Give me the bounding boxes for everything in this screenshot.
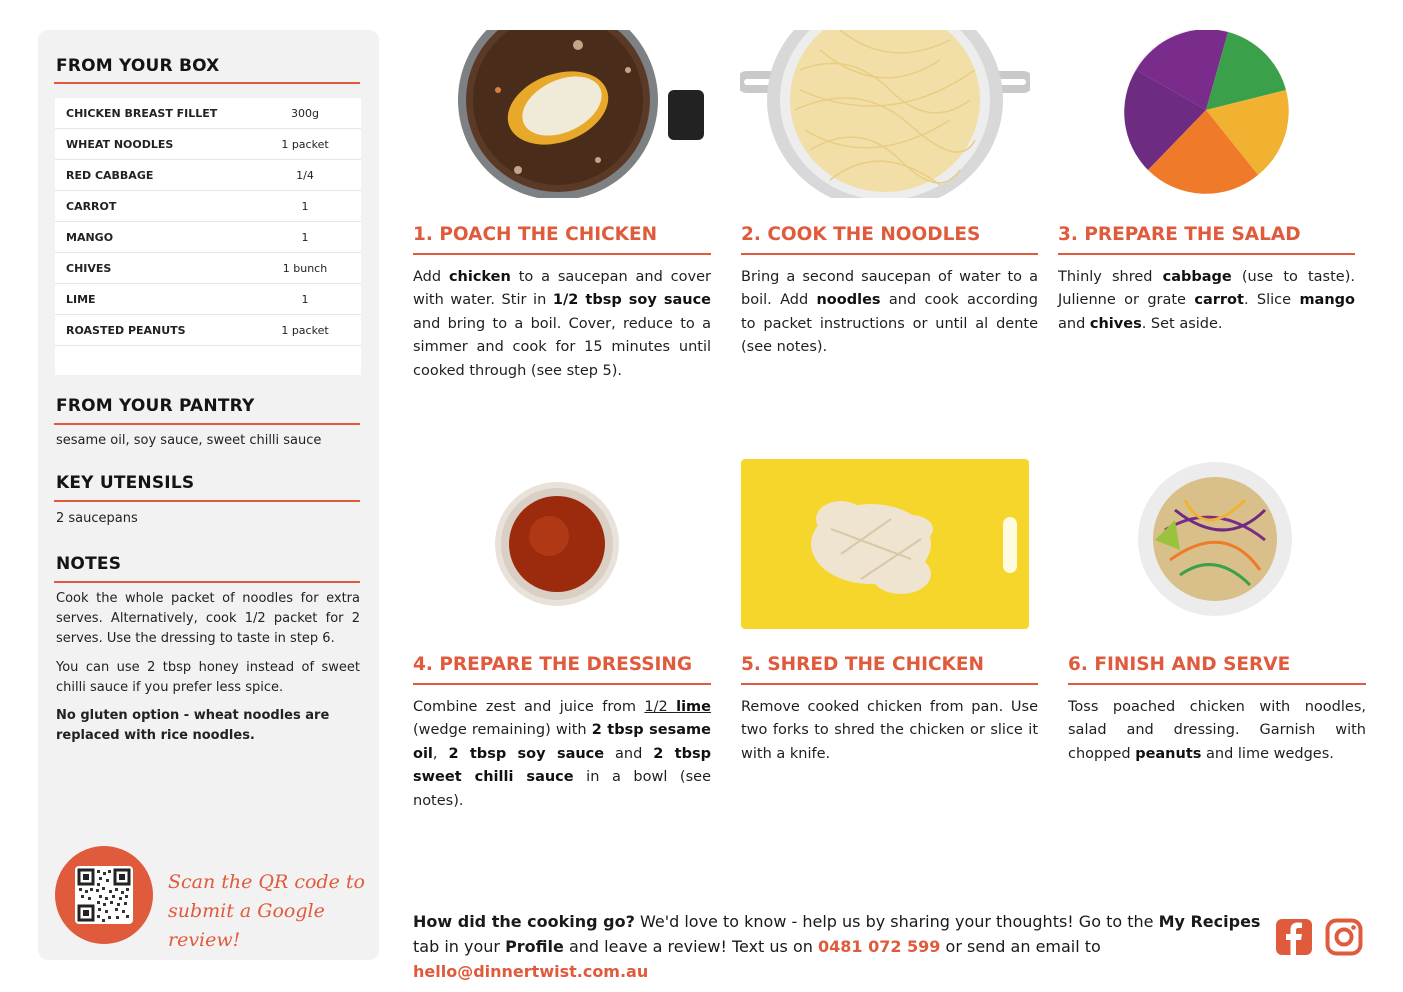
ingredient-row xyxy=(55,315,361,346)
bold-text: peanuts xyxy=(1135,745,1202,762)
section-divider xyxy=(54,581,360,583)
step-2-instructions: Bring a second saucepan of water to a boil. Add noodles and cook according to packet instructions or until al dente (see notes). xyxy=(741,269,1038,356)
section-divider xyxy=(54,82,360,84)
ingredient-row xyxy=(55,253,361,284)
ingredient-row xyxy=(55,222,361,253)
pantry-text: sesame oil, soy sauce, sweet chilli sauce xyxy=(56,433,322,448)
facebook-icon[interactable] xyxy=(1275,918,1313,956)
ingredient-row xyxy=(55,129,361,160)
step-divider xyxy=(413,683,711,685)
ingredient-row xyxy=(55,191,361,222)
bold-text: 1/2 tbsp soy sauce xyxy=(552,292,712,309)
step-divider xyxy=(741,683,1038,685)
from-your-box-title: FROM YOUR BOX xyxy=(56,56,220,76)
bold-text: chives xyxy=(1089,315,1142,332)
bold-text: carrot xyxy=(1194,292,1244,309)
dressing-photo xyxy=(493,480,621,608)
salad-photo xyxy=(1118,30,1294,200)
bold-text: 2 tbsp sweet chilli sauce xyxy=(413,745,711,786)
qr-caption-line: Scan the QR code to xyxy=(168,871,365,893)
ingredient-name: MANGO xyxy=(66,231,114,244)
bold-text: noodles xyxy=(816,292,881,309)
ingredient-qty: 1 packet xyxy=(281,138,329,151)
step-1-title: 1. POACH THE CHICKEN xyxy=(413,224,658,245)
ingredient-qty: 1 xyxy=(301,293,309,306)
qr-badge xyxy=(55,846,153,944)
note-text: Cook the whole packet of noodles for extra serves. Alternatively, cook 1/2 packet for 2 serves. Use the dressing to taste in step 6. xyxy=(56,591,360,646)
step-divider xyxy=(413,253,711,255)
step-4-title: 4. PREPARE THE DRESSING xyxy=(413,654,693,675)
step-3-title: 3. PREPARE THE SALAD xyxy=(1058,224,1301,245)
ingredient-row xyxy=(55,98,361,129)
ingredient-name: ROASTED PEANUTS xyxy=(66,324,186,337)
ingredient-name: LIME xyxy=(66,293,96,306)
step-6-instructions: Toss poached chicken with noodles, salad and dressing. Garnish with chopped peanuts and lime wedges. xyxy=(1068,699,1366,762)
ingredients-table xyxy=(55,98,361,375)
from-your-pantry-title: FROM YOUR PANTRY xyxy=(56,396,255,416)
ingredient-name: RED CABBAGE xyxy=(66,169,154,182)
contact-link[interactable]: 0481 072 599 xyxy=(817,937,941,956)
qr-code[interactable] xyxy=(75,866,133,924)
ingredient-name: WHEAT NOODLES xyxy=(66,138,174,151)
ingredient-qty: 300g xyxy=(291,107,319,120)
step-divider xyxy=(1068,683,1366,685)
ingredient-name: CHIVES xyxy=(66,262,112,275)
bold-text: 2 tbsp sesame oil xyxy=(413,722,711,762)
step-4-instructions: Combine zest and juice from 1/2 lime (wedge remaining) with 2 tbsp sesame oil, 2 tbsp soy sauce and 2 tbsp sweet chilli sauce in a bowl (see notes). xyxy=(413,699,711,809)
cook-noodles-photo xyxy=(740,30,1030,198)
step-5-title: 5. SHRED THE CHICKEN xyxy=(741,654,984,675)
bold-text: 2 tbsp soy sauce xyxy=(448,745,605,762)
ingredient-name: CHICKEN BREAST FILLET xyxy=(66,107,218,120)
section-divider xyxy=(54,423,360,425)
step-1-instructions: Add chicken to a saucepan and cover with water. Stir in 1/2 tbsp soy sauce and bring to a boil. Cover, reduce to a simmer and cook for 15 minutes until cooked through (see step 5). xyxy=(413,269,712,379)
qr-caption xyxy=(168,868,368,955)
ingredient-qty: 1 bunch xyxy=(282,262,328,275)
bold-text: mango xyxy=(1299,292,1356,309)
utensils-text: 2 saucepans xyxy=(56,511,138,526)
ingredient-qty: 1 packet xyxy=(281,324,329,337)
feedback-message: How did the cooking go? We'd love to know - help us by sharing your thoughts! Go to the My Recipes tab in your Profile and leave a review! Text us on 0481 072 599 or send an email to hello@dinnertwist.com.au xyxy=(413,912,1261,981)
bold-text: Profile xyxy=(505,937,564,956)
step-5-instructions: Remove cooked chicken from pan. Use two forks to shred the chicken or slice it with a knife. xyxy=(741,699,1038,762)
ingredient-qty: 1 xyxy=(301,200,309,213)
note-text: You can use 2 tbsp honey instead of sweet chilli sauce if you prefer less spice. xyxy=(56,660,360,695)
section-divider xyxy=(54,500,360,502)
bold-text: How did the cooking go? xyxy=(413,912,635,931)
underlined-text: 1/2 lime xyxy=(644,699,711,715)
instagram-icon[interactable] xyxy=(1325,918,1363,956)
poach-chicken-photo xyxy=(458,30,704,198)
key-utensils-title: KEY UTENSILS xyxy=(56,473,195,493)
ingredient-row xyxy=(55,284,361,315)
step-divider xyxy=(741,253,1038,255)
finish-serve-photo xyxy=(1135,460,1295,618)
qr-caption-line: submit a Google review! xyxy=(168,900,325,951)
step-2-title: 2. COOK THE NOODLES xyxy=(741,224,981,245)
sidebar xyxy=(38,30,379,960)
contact-link[interactable]: hello@dinnertwist.com.au xyxy=(413,962,649,981)
ingredient-qty: 1/4 xyxy=(296,169,314,182)
step-divider xyxy=(1058,253,1355,255)
bold-text: cabbage xyxy=(1162,269,1232,285)
bold-text: chicken xyxy=(448,269,511,285)
step-3-instructions: Thinly shred cabbage (use to taste). Julienne or grate carrot. Slice mango and chives. Set aside. xyxy=(1058,269,1356,332)
step-6-title: 6. FINISH AND SERVE xyxy=(1068,654,1291,675)
ingredient-row xyxy=(55,160,361,191)
shred-chicken-photo xyxy=(741,459,1029,629)
bold-text: My Recipes xyxy=(1158,912,1261,931)
ingredient-qty: 1 xyxy=(301,231,309,244)
notes-title: NOTES xyxy=(56,554,122,574)
ingredient-name: CARROT xyxy=(66,200,117,213)
note-gluten-free: No gluten option - wheat noodles are replaced with rice noodles. xyxy=(56,708,330,743)
